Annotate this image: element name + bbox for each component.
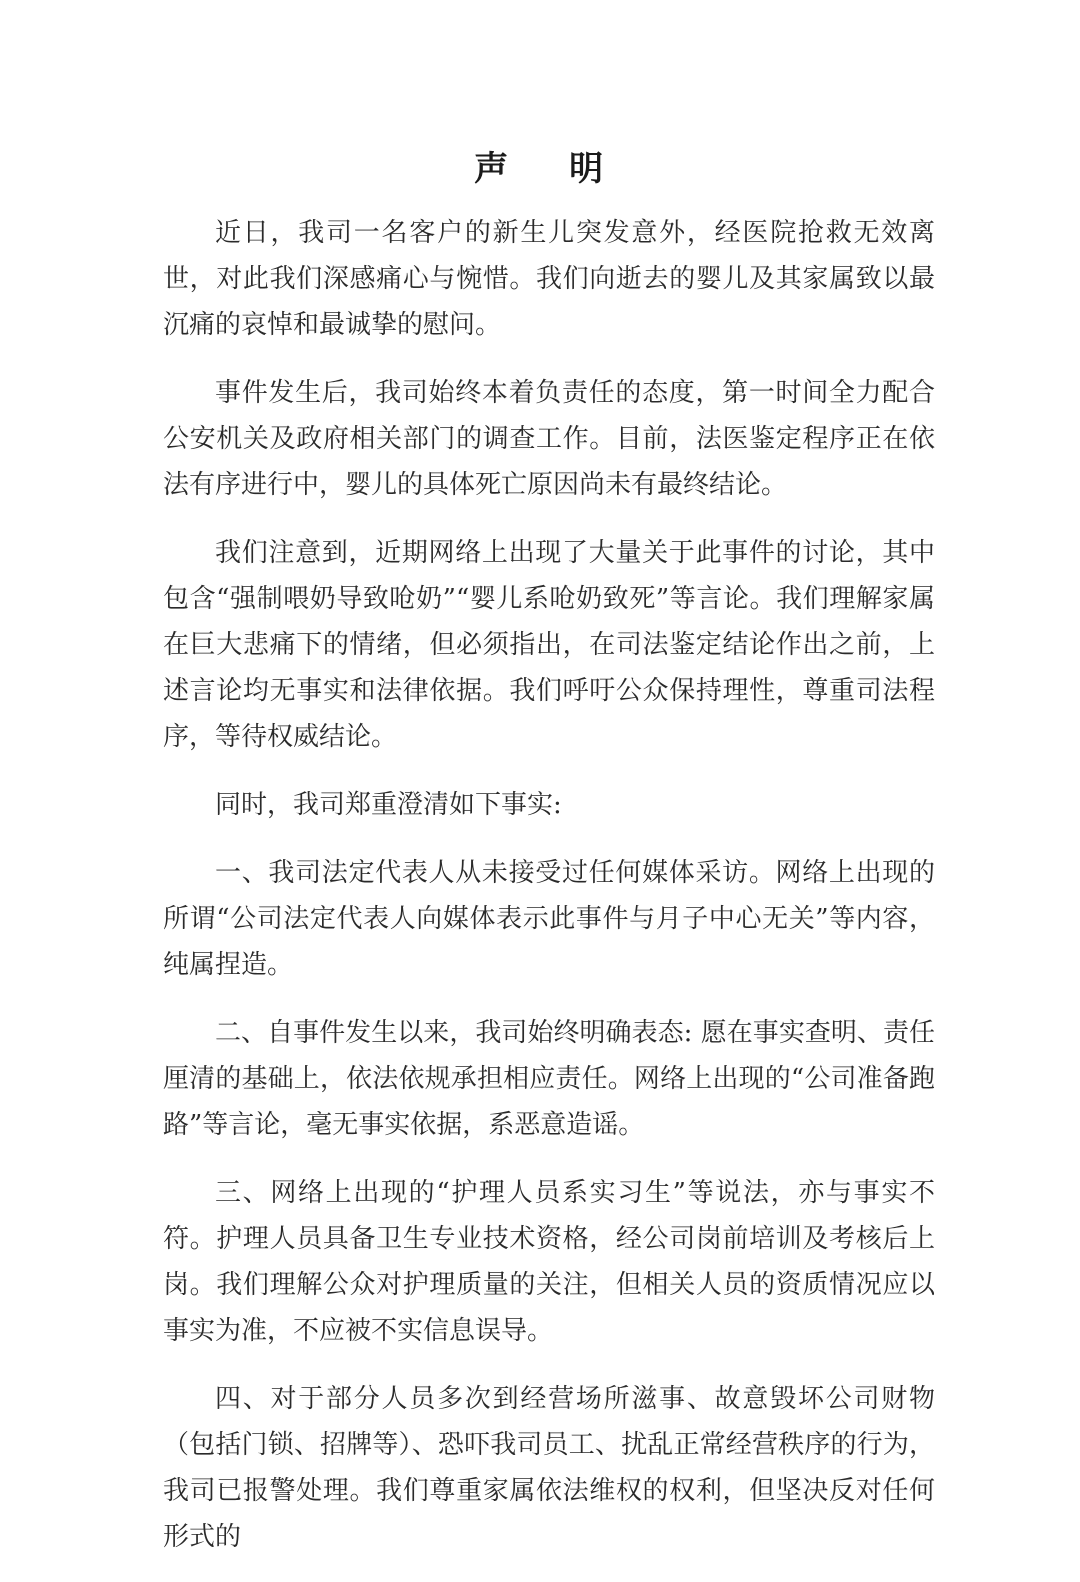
document-body (163, 210, 935, 1582)
paragraph-online-discussion: 我们注意到，近期网络上出现了大量关于此事件的讨论，其中包含“强制喂奶导致呛奶”“婴儿系呛奶致死”等言论。我们理解家属在巨大悲痛下的情绪，但必须指出，在司法鉴定结论作出之前，上述言论均无事实和法律依据。我们呼吁公众保持理性，尊重司法程序，等待权威结论。 (163, 538, 935, 752)
paragraph-investigation: 事件发生后，我司始终本着负责任的态度，第一时间全力配合公安机关及政府相关部门的调查工作。目前，法医鉴定程序正在依法有序进行中，婴儿的具体死亡原因尚未有最终结论。 (163, 378, 935, 500)
paragraph-clarification-intro: 同时，我司郑重澄清如下事实: (215, 790, 562, 820)
paragraph-point-1: 一、我司法定代表人从未接受过任何媒体采访。网络上出现的所谓“公司法定代表人向媒体表示此事件与月子中心无关”等内容，纯属捏造。 (163, 858, 935, 980)
paragraph-point-3: 三、网络上出现的“护理人员系实习生”等说法，亦与事实不符。护理人员具备卫生专业技术资格，经公司岗前培训及考核后上岗。我们理解公众对护理质量的关注，但相关人员的资质情况应以事实为准，不应被不实信息误导。 (163, 1178, 935, 1346)
paragraph-point-4: 四、对于部分人员多次到经营场所滋事、故意毁坏公司财物（包括门锁、招牌等）、恐吓我司员工、扰乱正常经营秩序的行为，我司已报警处理。我们尊重家属依法维权的权利，但坚决反对任何形式的 (163, 1384, 935, 1552)
paragraph-condolence: 近日，我司一名客户的新生儿突发意外，经医院抢救无效离世，对此我们深感痛心与惋惜。我们向逝去的婴儿及其家属致以最沉痛的哀悼和最诚挚的慰问。 (163, 218, 935, 340)
document-title: 声 明 (474, 149, 606, 189)
paragraph-point-2: 二、自事件发生以来，我司始终明确表态: 愿在事实查明、责任厘清的基础上，依法依规承担相应责任。网络上出现的“公司准备跑路”等言论，毫无事实依据，系恶意造谣。 (163, 1018, 935, 1140)
